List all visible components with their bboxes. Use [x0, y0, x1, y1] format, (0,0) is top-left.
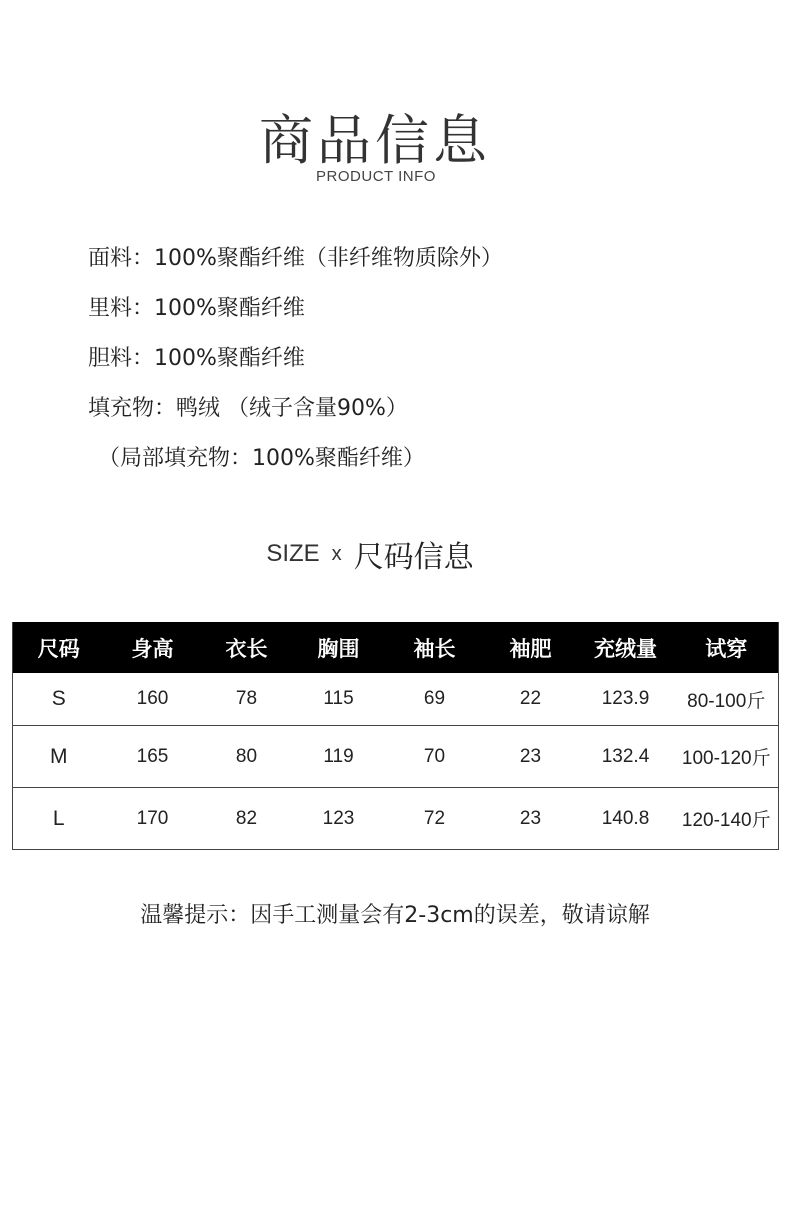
header-length: 衣长: [225, 636, 268, 661]
material-list: [88, 242, 503, 492]
header-chest: 胸围: [317, 636, 360, 661]
cell-sleeve-width: 23: [519, 807, 542, 829]
header-fit-weight: 试穿: [705, 636, 748, 661]
cell-sleeve-width: 23: [519, 745, 542, 767]
cell-sleeve-width: 22: [519, 688, 542, 709]
cell-chest: 119: [323, 745, 354, 767]
cell-height: 165: [136, 745, 169, 767]
size-title-en: SIZE: [266, 540, 320, 567]
page-subtitle: PRODUCT INFO: [316, 168, 436, 185]
size-table-header-row: [13, 622, 779, 673]
header-down-fill: 充绒量: [594, 636, 657, 661]
cell-chest: 115: [323, 688, 354, 709]
cell-fit-weight: 80-100斤: [687, 690, 766, 712]
cell-size: L: [52, 806, 65, 830]
header-height: 身高: [131, 636, 174, 661]
cell-chest: 123: [322, 807, 355, 829]
page-title: 商品信息: [259, 109, 491, 172]
cell-fit-weight: 120-140斤: [681, 810, 771, 831]
table-row: [13, 726, 779, 788]
cell-length: 78: [235, 688, 258, 709]
cell-down-fill: 140.8: [601, 807, 650, 829]
cell-height: 160: [136, 688, 169, 709]
material-partial-filling: （局部填充物：100%聚酯纤维）: [98, 446, 425, 471]
material-filling: 填充物：鸭绒 （绒子含量90%）: [88, 396, 408, 421]
header-size: 尺码: [37, 636, 80, 661]
header-sleeve-length: 袖长: [413, 636, 456, 661]
size-table: [12, 622, 779, 850]
header-sleeve-width: 袖肥: [509, 636, 552, 661]
cell-down-fill: 123.9: [601, 688, 650, 709]
size-title-separator: x: [331, 542, 342, 565]
size-title-zh: 尺码信息: [353, 540, 474, 575]
table-row: [13, 673, 779, 726]
cell-sleeve-length: 72: [423, 807, 446, 829]
cell-length: 82: [235, 807, 258, 829]
material-lining: 里料：100%聚酯纤维: [88, 296, 305, 321]
cell-fit-weight: 100-120斤: [681, 748, 771, 769]
material-outer-fabric: 面料：100%聚酯纤维（非纤维物质除外）: [88, 246, 503, 271]
cell-size: M: [50, 744, 68, 768]
cell-size: S: [51, 687, 66, 710]
cell-sleeve-length: 69: [423, 688, 446, 709]
measurement-note: 温馨提示：因手工测量会有2-3cm的误差，敬请谅解: [140, 903, 650, 928]
cell-length: 80: [235, 745, 258, 767]
table-row: [13, 788, 779, 850]
material-inner-liner: 胆料：100%聚酯纤维: [88, 346, 305, 371]
cell-sleeve-length: 70: [423, 745, 446, 767]
size-section-heading: [0, 532, 740, 576]
cell-down-fill: 132.4: [601, 745, 650, 767]
cell-height: 170: [136, 807, 169, 829]
